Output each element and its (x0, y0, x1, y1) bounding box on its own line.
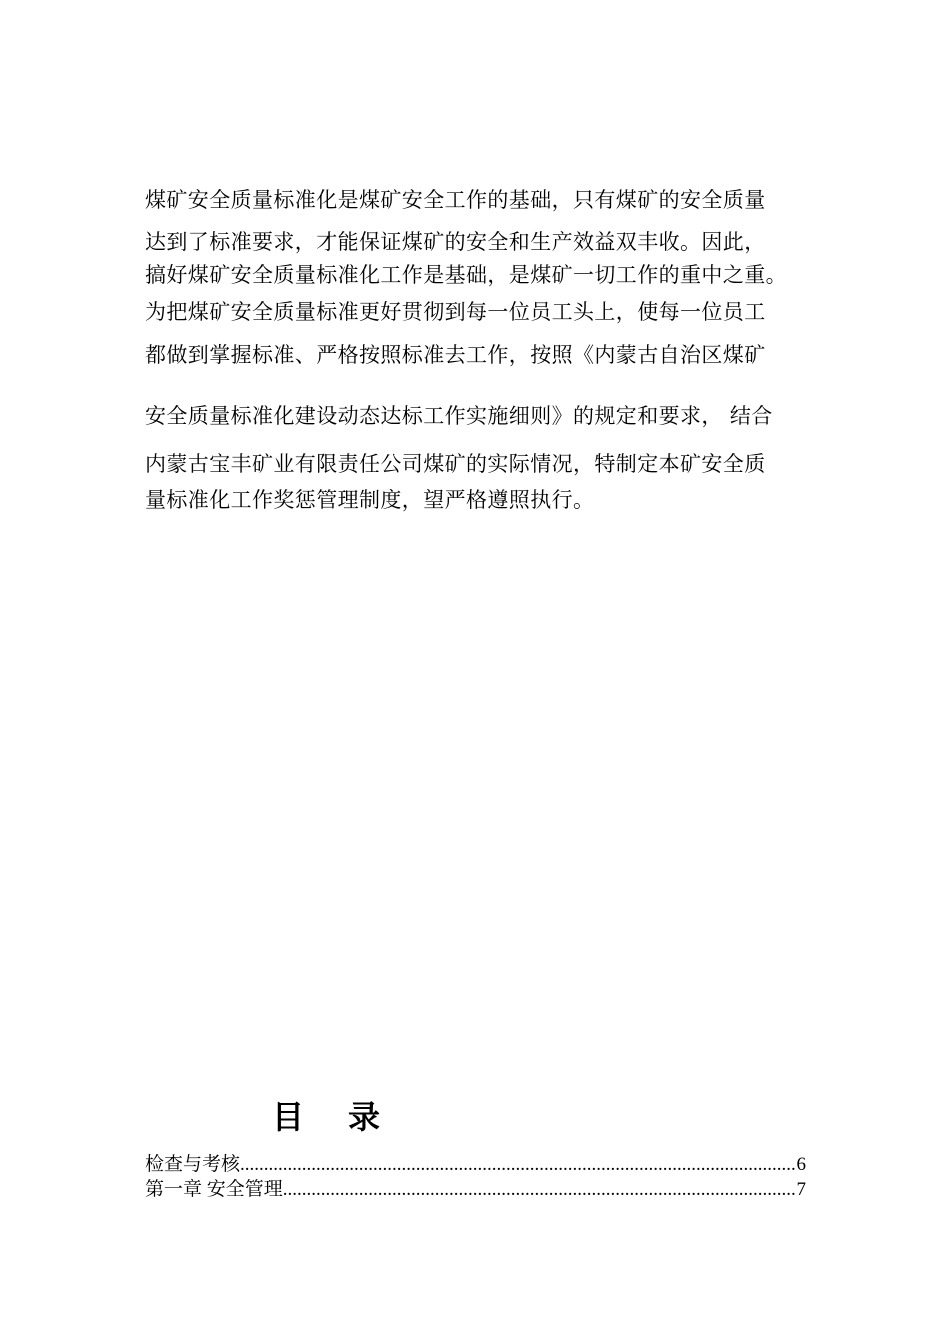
toc-title: 目录 (272, 1098, 425, 1136)
toc-entry-label: 第一章 安全管理 (145, 1179, 283, 1200)
toc-leader-dots (240, 1153, 796, 1177)
toc-entry-label: 检查与考核 (145, 1154, 241, 1175)
toc-entry[interactable] (145, 1153, 806, 1177)
intro-line-7: 内蒙古宝丰矿业有限责任公司煤矿的实际情况，特制定本矿安全质 (145, 452, 766, 476)
intro-line-1: 煤矿安全质量标准化是煤矿安全工作的基础，只有煤矿的安全质量 (145, 188, 766, 212)
intro-line-2: 达到了标准要求，才能保证煤矿的安全和生产效益双丰收。因此， (145, 230, 766, 254)
toc-leader-dots (283, 1178, 797, 1202)
intro-line-6: 安全质量标准化建设动态达标工作实施细则》的规定和要求， 结合 (145, 404, 773, 428)
toc-entry-page: 7 (796, 1179, 806, 1200)
intro-line-3: 搞好煤矿安全质量标准化工作是基础，是煤矿一切工作的重中之重。 (145, 263, 787, 287)
intro-line-8: 量标准化工作奖惩管理制度，望严格遵照执行。 (145, 488, 595, 512)
toc-entry[interactable] (145, 1178, 806, 1202)
intro-line-4: 为把煤矿安全质量标准更好贯彻到每一位员工头上，使每一位员工 (145, 300, 766, 324)
intro-line-5: 都做到掌握标准、严格按照标准去工作，按照《内蒙古自治区煤矿 (145, 343, 766, 367)
toc-entry-page: 6 (796, 1154, 806, 1175)
